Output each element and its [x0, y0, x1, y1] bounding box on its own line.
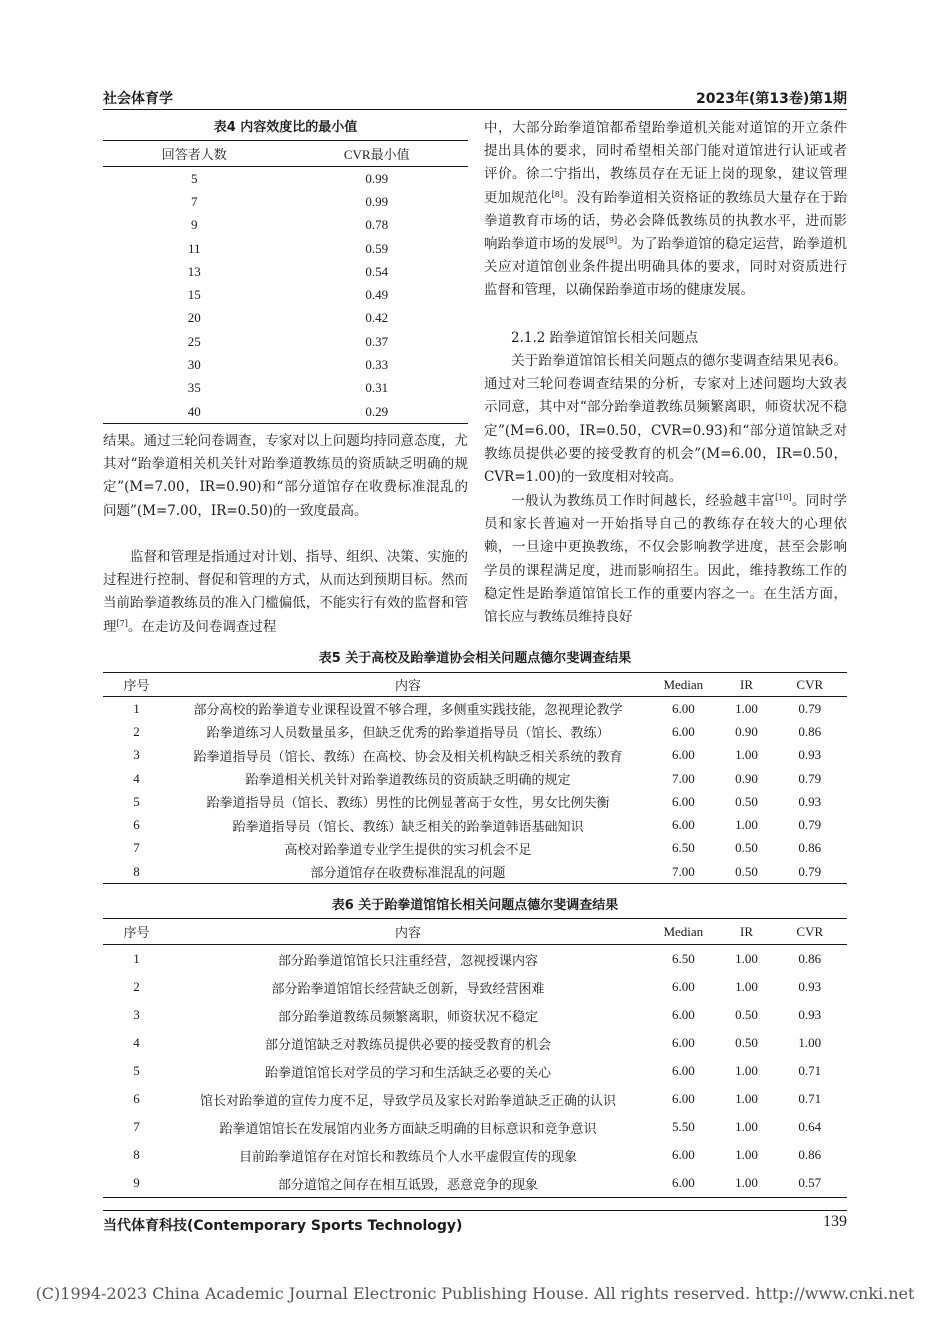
table-cell: 30: [187, 357, 201, 373]
table4-row: [103, 307, 468, 330]
table-cell: 部分道馆之间存在相互诋毁，恶意竞争的现象: [170, 1169, 646, 1198]
table-cell: 部分道馆缺乏对教练员提供必要的接受教育的机会: [265, 1037, 552, 1053]
table4-row: [103, 260, 468, 283]
table-cell: 目前跆拳道馆存在对馆长和教练员个人水平虚假宣传的现象: [239, 1149, 578, 1165]
table-cell: 6.00: [646, 1169, 720, 1198]
table6-caption: 表6 关于跆拳道馆馆长相关问题点德尔斐调查结果: [331, 898, 619, 913]
table-cell: 8: [103, 860, 170, 884]
table5-row: [103, 837, 847, 860]
table-cell: 馆长对跆拳道的宣传力度不足，导致学员及家长对跆拳道缺乏正确的认识: [200, 1093, 617, 1109]
table6-header-ir: IR: [721, 919, 773, 945]
table-cell: 3: [133, 1007, 140, 1022]
table-cell: 0.71: [798, 1091, 822, 1106]
table-cell: 1.00: [735, 700, 758, 716]
table4-row: [103, 377, 468, 400]
running-header-issue: 2023年(第13卷)第1期: [696, 91, 847, 107]
left-paragraph-1: [103, 430, 468, 523]
table-cell: 1.00: [735, 1091, 758, 1106]
table4-header-row: [103, 141, 468, 167]
table-cell: 0.86: [798, 1147, 822, 1162]
table-cell: 0.64: [798, 1119, 822, 1134]
table5-header-ir: IR: [721, 673, 773, 697]
right-p1-text-b: 。没有跆拳道相关资格证的教练员大量存在于跆拳道教育市场的话，势必会降低教练员的执教水平，进而影响跆拳道市场的发展: [484, 189, 848, 253]
table-cell: 跆拳道指导员（馆长、教练）男性的比例显著高于女性，男女比例失衡: [206, 796, 610, 812]
table4-row: [103, 283, 468, 306]
table-cell: 0.93: [798, 1007, 822, 1022]
table-cell: 部分道馆存在收费标准混乱的问题: [170, 860, 646, 884]
table-cell: 7: [133, 840, 140, 856]
left-p2-tail: 。在走访及问卷调查过程: [127, 618, 277, 635]
copyright-notice: (C)1994-2023 China Academic Journal Electronic Publishing House. All rights reserved. http://www.cnki.net: [35, 1284, 915, 1303]
right-paragraph-2: [484, 350, 847, 489]
table-cell: 1.00: [735, 979, 758, 994]
table-cell: 0.50: [735, 793, 758, 809]
table6-row: [103, 1141, 847, 1169]
table6-header-cvr: CVR: [773, 919, 847, 945]
table-cell: 0.99: [365, 170, 389, 186]
table-cell: 1.00: [735, 817, 758, 833]
table-cell: 15: [187, 287, 201, 303]
table-cell: 7.00: [671, 770, 695, 786]
table4: [103, 140, 468, 424]
table-cell: 1.00: [721, 1169, 773, 1198]
table5-row: [103, 790, 847, 813]
table-cell: 6.00: [671, 1147, 695, 1162]
table-cell: 0.90: [735, 723, 758, 739]
table-cell: 跆拳道馆馆长在发展馆内业务方面缺乏明确的目标意识和竞争意识: [219, 1121, 597, 1137]
table-cell: 0.50: [735, 1007, 758, 1022]
running-header-section: 社会体育学: [103, 91, 173, 107]
section-heading-2-1-2: [484, 327, 847, 350]
table-cell: 0.33: [365, 357, 389, 373]
table4-header-respondents: 回答者人数: [103, 141, 286, 167]
right-p1-text-a: 中，大部分跆拳道馆都希望跆拳道机关能对道馆的开立条件提出具体的要求，同时希望相关部门能对道馆进行认证或者评价。徐二宁指出，教练员存在无证上岗的现象，建议管理更加规范化: [484, 120, 847, 206]
right-p3-text-b: 。同时学员和家长普遍对一开始指导自己的教练存在较大的心理依赖，一旦途中更换教练，不仅会影响教学进度，甚至会影响学员的课程满足度，进而影响招生。因此，维持教练工作的稳定性是跆拳道馆馆长工作的重要内容之一。在生活方面，馆长应与教练员维持良好: [484, 493, 848, 626]
table-cell: 6.00: [671, 700, 695, 716]
table-cell: 6.50: [671, 951, 695, 966]
table6-header-median: Median: [646, 919, 720, 945]
table-cell: 0.59: [365, 240, 389, 256]
table6-header-content: 内容: [170, 919, 646, 945]
table-cell: 4: [133, 770, 140, 786]
table-cell: 0.50: [735, 840, 758, 856]
table5-row: [103, 860, 847, 884]
table-cell: 5.50: [671, 1119, 695, 1134]
table-cell: 0.86: [798, 951, 822, 966]
table-cell: 6: [133, 817, 140, 833]
table-cell: 0.71: [798, 1063, 822, 1078]
footer-journal-name: 当代体育科技(Contemporary Sports Technology): [103, 1218, 463, 1234]
table-cell: 6.00: [671, 723, 695, 739]
table-cell: 0.79: [798, 770, 822, 786]
table-cell: 0.50: [735, 1035, 758, 1050]
table6-header-row: [103, 919, 847, 945]
table-cell: 跆拳道指导员（馆长、教练）缺乏相关的跆拳道韩语基础知识: [232, 819, 584, 835]
right-paragraph-1: [484, 117, 847, 303]
table-cell: 0.86: [798, 723, 822, 739]
table4-row: [103, 190, 468, 213]
table-cell: 0.79: [798, 700, 822, 716]
table-cell: 1: [133, 951, 140, 966]
right-p2-text: 关于跆拳道馆馆长相关问题点的德尔斐调查结果见表6。通过对三轮问卷调查结果的分析，专家对上述问题均大致表示同意，其中对“部分跆拳道教练员频繁离职，师资状况不稳定”(M=6.00，IR=0.50，CVR=0.93)和“部分道馆缺乏对教练员提供必要的接受教育的机会”(M=6.00，IR=0.50，CVR=1.00)的一致度相对较高。: [484, 353, 847, 486]
table5-row: [103, 720, 847, 743]
table-cell: 部分跆拳道馆馆长经营缺乏创新，导致经营困难: [271, 981, 545, 997]
table-cell: 13: [187, 263, 201, 279]
table-cell: 11: [187, 240, 201, 256]
right-p3-text-a: 一般认为教练员工作时间越长，经验越丰富: [511, 493, 776, 509]
table-cell: 0.93: [798, 747, 822, 763]
table6-row: [103, 945, 847, 974]
table4-row: [103, 167, 468, 191]
table-cell: 跆拳道馆馆长对学员的学习和生活缺乏必要的关心: [265, 1065, 552, 1081]
table6-row: [103, 1029, 847, 1057]
table-cell: 高校对跆拳道专业学生提供的实习机会不足: [284, 842, 532, 858]
table-cell: 0.50: [721, 860, 773, 884]
table-cell: 6.00: [671, 1007, 695, 1022]
table-cell: 0.79: [798, 817, 822, 833]
table-cell: 35: [187, 380, 201, 396]
table-cell: 跆拳道相关机关针对跆拳道教练员的资质缺乏明确的规定: [245, 773, 571, 789]
left-paragraph-2: [103, 546, 468, 639]
table5-caption: 表5 关于高校及跆拳道协会相关问题点德尔斐调查结果: [318, 651, 632, 666]
table4-header-cvr-min: CVR最小值: [286, 141, 469, 167]
table6-row: [103, 1113, 847, 1141]
section-heading-text: 2.1.2 跆拳道馆馆长相关问题点: [511, 330, 699, 346]
table-cell: 0.54: [365, 263, 389, 279]
table6-row: [103, 1057, 847, 1085]
table-cell: 1.00: [735, 1063, 758, 1078]
table-cell: 3: [133, 747, 140, 763]
page-number: 139: [823, 1213, 847, 1230]
table-cell: 跆拳道指导员（馆长、教练）在高校、协会及相关机构缺乏相关系统的教育: [193, 749, 623, 765]
right-p1-text-c: 。为了跆拳道馆的稳定运营，跆拳道机关应对道馆创业条件提出明确具体的要求，同时对资质进行监督和管理，以确保跆拳道市场的健康发展。: [484, 236, 848, 299]
table-cell: 0.37: [365, 333, 389, 349]
table5-row: [103, 813, 847, 836]
table5-header-median: Median: [646, 673, 720, 697]
table-cell: 4: [133, 1035, 140, 1050]
table-cell: 9: [191, 217, 198, 233]
table-cell: 40: [103, 400, 286, 424]
table-cell: 7.00: [646, 860, 720, 884]
table-cell: 6.00: [671, 1035, 695, 1050]
table-cell: 0.93: [798, 793, 822, 809]
table-cell: 0.90: [735, 770, 758, 786]
table-cell: 0.42: [365, 310, 389, 326]
table6-header-index: 序号: [103, 919, 170, 945]
table5: [103, 672, 847, 884]
table-cell: 7: [191, 193, 198, 209]
table5-row: [103, 767, 847, 790]
table5-row: [103, 744, 847, 767]
table-cell: 1.00: [735, 951, 758, 966]
table-cell: 5: [133, 1063, 140, 1078]
table-cell: 8: [133, 1147, 140, 1162]
citation-8: [8]: [551, 189, 563, 199]
table-cell: 0.79: [773, 860, 847, 884]
table-cell: 5: [191, 170, 198, 186]
right-paragraph-3: [484, 490, 847, 629]
table-cell: 1.00: [735, 1119, 758, 1134]
table4-row: [103, 353, 468, 376]
table5-header-cvr: CVR: [773, 673, 847, 697]
table4-row: [103, 214, 468, 237]
table-cell: 6.50: [671, 840, 695, 856]
table4-row: [103, 330, 468, 353]
table4-caption: 表4 内容效度比的最小值: [213, 120, 358, 135]
citation-7: [7]: [116, 618, 128, 628]
table-cell: 7: [133, 1119, 140, 1134]
table-cell: 0.86: [798, 840, 822, 856]
table-cell: 2: [133, 979, 140, 994]
table-cell: 0.49: [365, 287, 389, 303]
table-cell: 6.00: [671, 1091, 695, 1106]
table-cell: 25: [187, 333, 201, 349]
table-cell: 1.00: [735, 1147, 758, 1162]
table-cell: 6.00: [671, 817, 695, 833]
table5-header-index: 序号: [103, 673, 170, 697]
table-cell: 0.99: [365, 193, 389, 209]
table-cell: 0.93: [798, 979, 822, 994]
footer-rule: [103, 1210, 847, 1211]
table-cell: 6.00: [671, 793, 695, 809]
table-cell: 0.78: [365, 217, 389, 233]
table-cell: 1.00: [735, 747, 758, 763]
table-cell: 部分跆拳道教练员频繁离职，师资状况不稳定: [278, 1009, 539, 1025]
table6-row: [103, 1169, 847, 1198]
table5-row: [103, 697, 847, 721]
table-cell: 5: [133, 793, 140, 809]
table5-header-row: [103, 673, 847, 697]
table-cell: 跆拳道练习人员数量虽多，但缺乏优秀的跆拳道指导员（馆长、教练）: [206, 726, 610, 742]
citation-10: [10]: [775, 493, 792, 502]
table6-row: [103, 973, 847, 1001]
table4-row: [103, 237, 468, 260]
table-cell: 2: [133, 723, 140, 739]
table6-row: [103, 1085, 847, 1113]
left-p1-text: 结果。通过三轮问卷调查，专家对以上问题均持同意态度，尤其对“跆拳道相关机关针对跆拳道教练员的资质缺乏明确的规定”(M=7.00，IR=0.90)和“部分道馆存在收费标准混乱的问题”(M=7.00，IR=0.50)的一致度最高。: [103, 433, 468, 519]
table-cell: 部分高校的跆拳道专业课程设置不够合理，多侧重实践技能，忽视理论教学: [193, 703, 623, 719]
table-cell: 9: [103, 1169, 170, 1198]
header-rule: [103, 109, 847, 110]
table-cell: 6.00: [671, 747, 695, 763]
left-p2-text: 监督和管理是指通过对计划、指导、组织、决策、实施的过程进行控制、督促和管理的方式，从而达到预期目标。然而当前跆拳道教练员的准入门槛偏低，不能实行有效的监督和管理: [103, 549, 468, 635]
table-cell: 6: [133, 1091, 140, 1106]
table6: [103, 918, 847, 1198]
table-cell: 0.29: [286, 400, 469, 424]
table-cell: 6.00: [671, 979, 695, 994]
table6-row: [103, 1001, 847, 1029]
table-cell: 20: [187, 310, 201, 326]
table-cell: 0.31: [365, 380, 389, 396]
table-cell: 0.57: [773, 1169, 847, 1198]
table5-header-content: 内容: [170, 673, 646, 697]
table-cell: 1.00: [798, 1035, 822, 1050]
citation-9: [9]: [605, 236, 618, 246]
table-cell: 6.00: [671, 1063, 695, 1078]
table4-row: [103, 400, 468, 424]
table-cell: 1: [133, 700, 140, 716]
table-cell: 部分跆拳道馆馆长只注重经营，忽视授课内容: [278, 953, 539, 969]
